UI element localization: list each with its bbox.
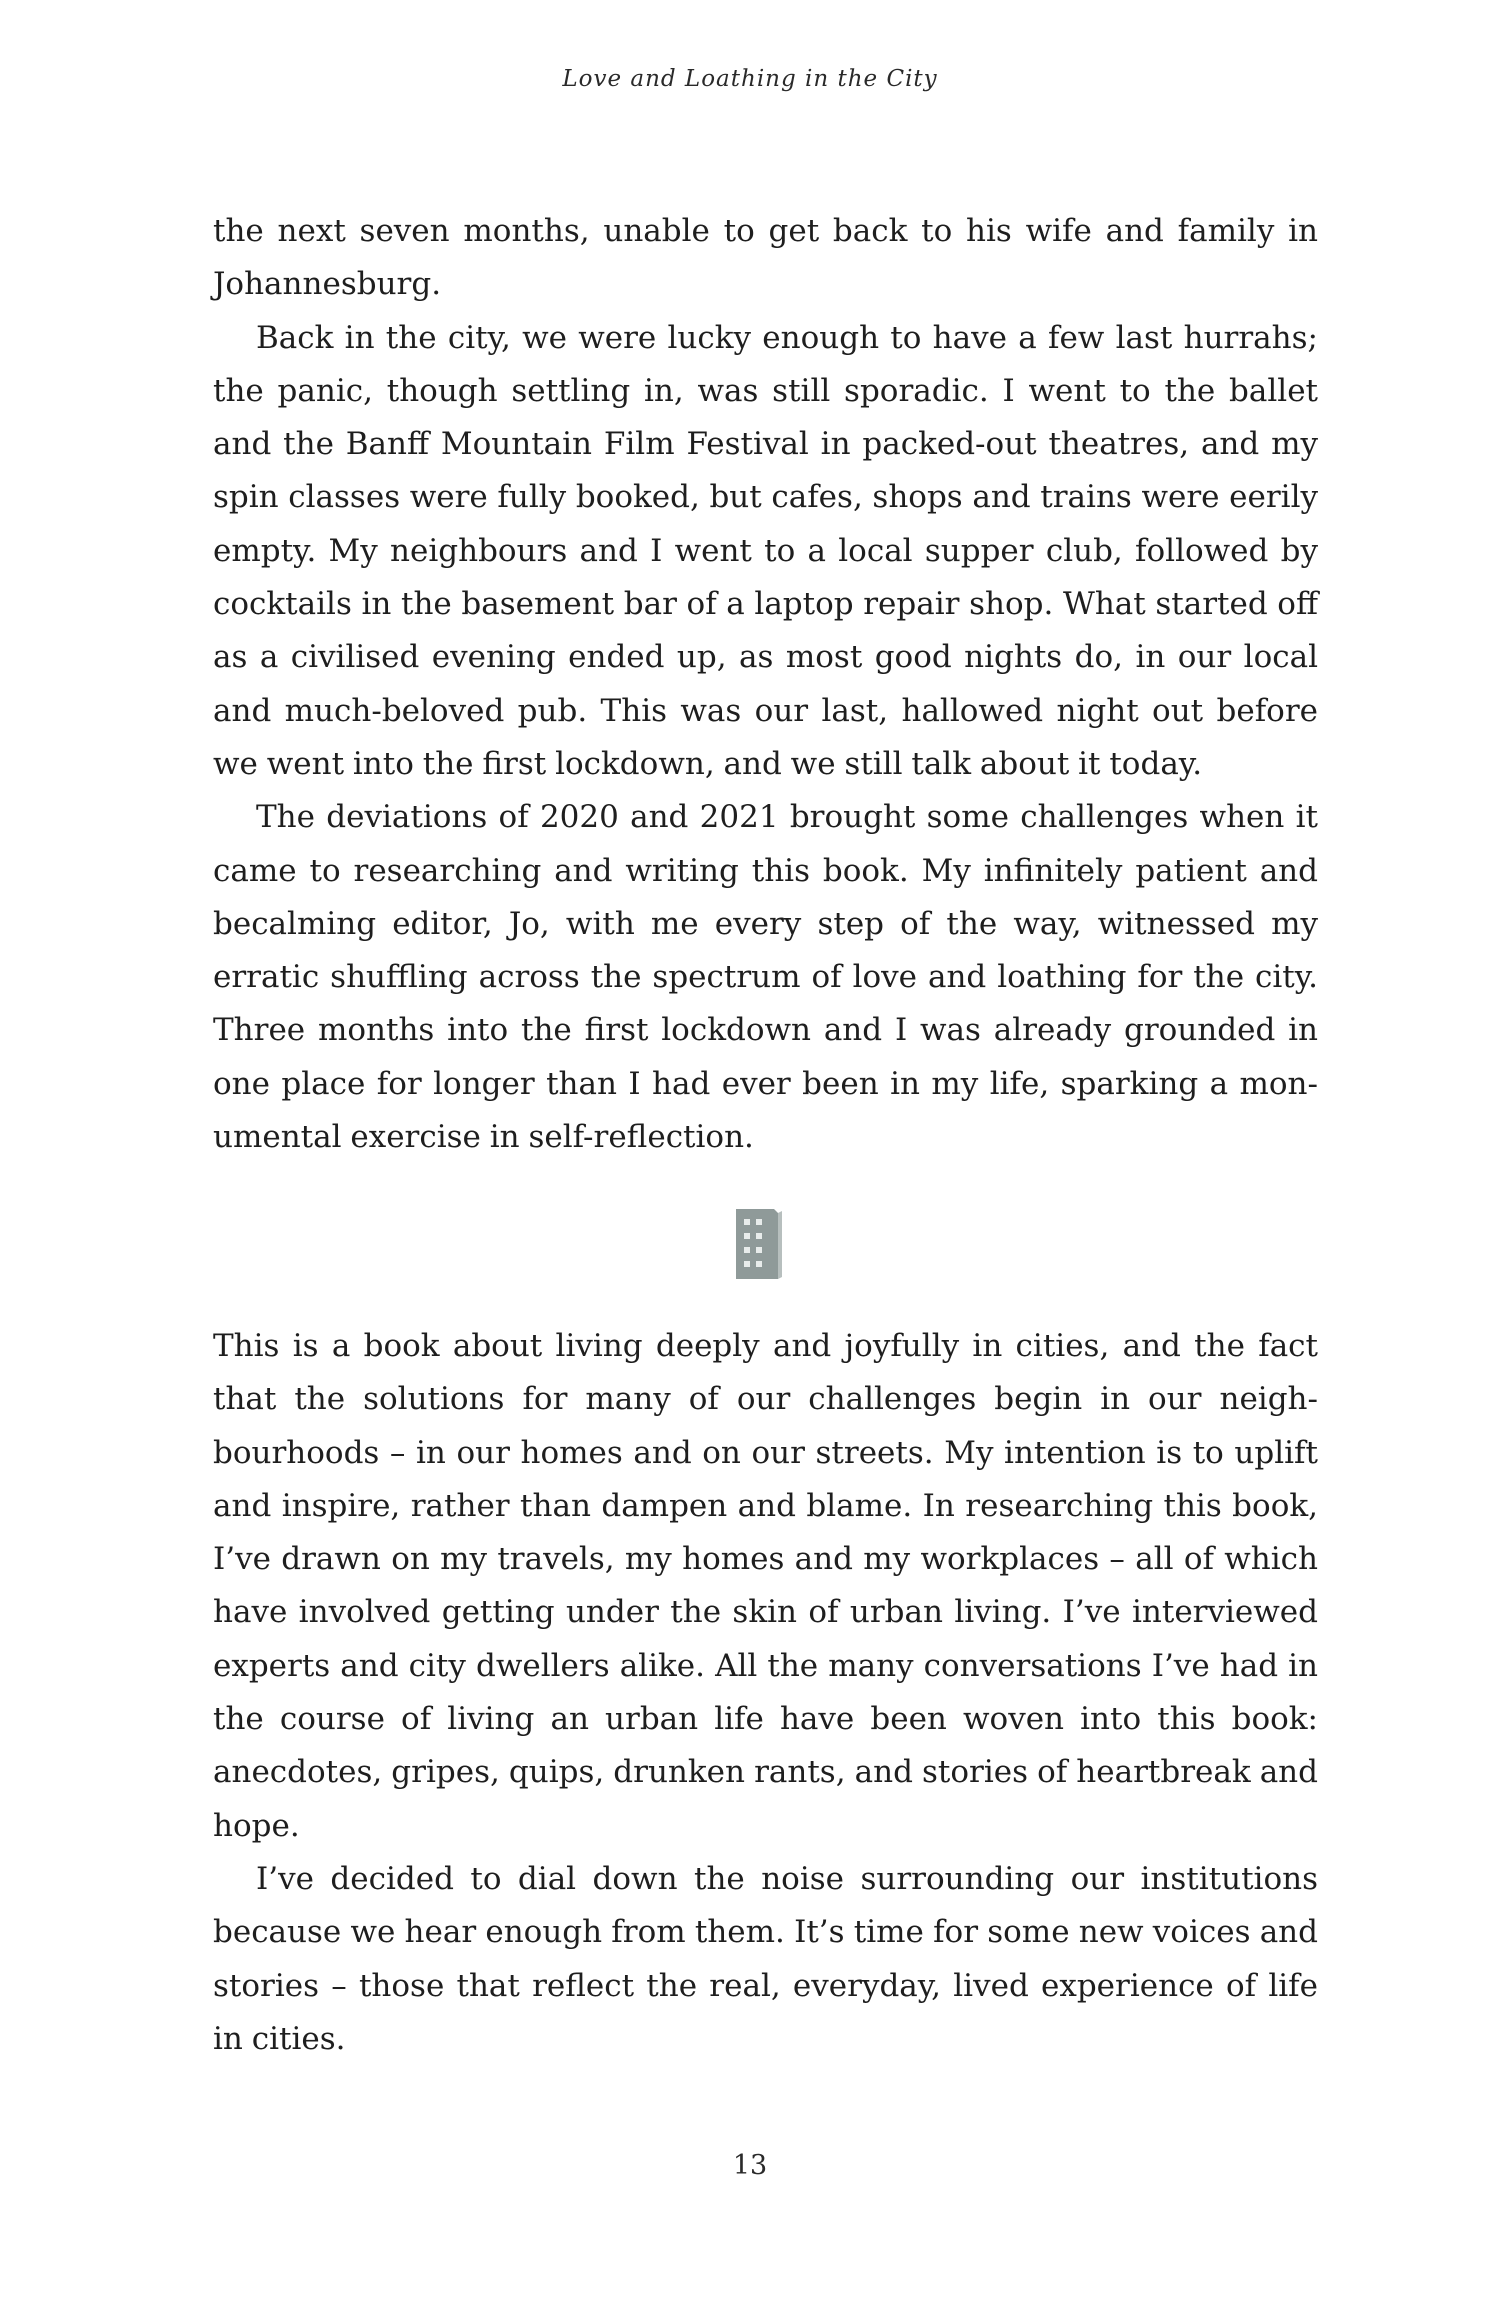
paragraph-dial-down-noise: I’ve decided to dial down the noise surrounding our institutions because we hear enough from them. It’s time for some new voices and stories – those that reflect the real, everyday, lived experience of life in cities. [213, 1860, 1318, 2057]
paragraph-continuation: the next seven months, unable to get back to his wife and family in Johannesburg. [213, 213, 1318, 303]
paragraph-book-about-living: This is a book about living deeply and joyfully in cities, and the fact that the solutions for many of our challenges begin in our neighbourhoods – in our homes and on our streets. My intention is to uplift and inspire, rather than dampen and blame. In researching this book, I’ve drawn on my travels, my homes and my workplaces – all of which have involved getting under the skin of urban living. I’ve interviewed experts and city dwellers alike. All the many conversations I’ve had in the course of living an urban life have been woven into this book: anecdotes, gripes, quips, drunken rants, and stories of heartbreak and hope. [213, 1328, 1318, 1844]
paragraph-back-in-the-city: Back in the city, we were lucky enough to have a few last hurrahs; the panic, though settling in, was still sporadic. I went to the ballet and the Banff Mountain Film Festival in packed-out theatres, and my spin classes were fully booked, but cafes, shops and trains were eerily empty. My neighbours and I went to a local supper club, followed by cocktails in the basement bar of a laptop repair shop. What started off as a civilised evening ended up, as most good nights do, in our local and much-beloved pub. This was our last, hallowed night out before we went into the first lockdown, and we still talk about it today. [213, 319, 1318, 782]
building-icon [734, 1205, 789, 1283]
body-text-section-one [213, 205, 1318, 1164]
paragraph-deviations: The deviations of 2020 and 2021 brought some challenges when it came to researching and writing this book. My infinitely patient and becalming editor, Jo, with me every step of the way, witnessed my erratic shuffling across the spectrum of love and loathing for the city. Three months into the first lockdown and I was already grounded in one place for longer than I had ever been in my life, sparking a monumental exercise in self-reflection. [213, 799, 1318, 1156]
page-number: 13 [732, 2150, 768, 2181]
running-head: Love and Loathing in the City [562, 66, 938, 92]
body-text-section-two [213, 1320, 1318, 2066]
